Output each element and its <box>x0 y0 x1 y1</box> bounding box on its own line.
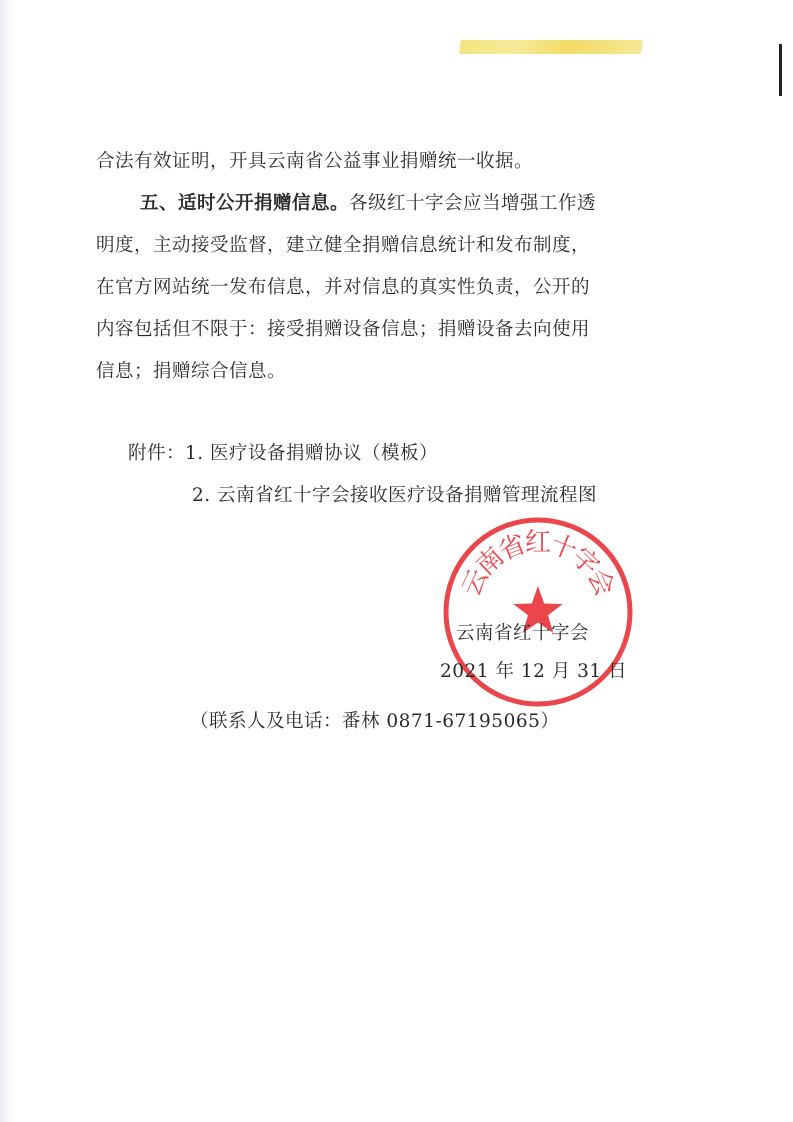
attachment-item-1: 1. 医疗设备捐赠协议（模板） <box>185 443 439 464</box>
seal-char: 会 <box>581 564 620 601</box>
seal-char: 字 <box>565 541 606 582</box>
section-five-first-line <box>140 192 596 216</box>
attachment-label: 附件： <box>128 443 186 464</box>
seal-char: 省 <box>494 529 531 567</box>
section-five-heading: 五、适时公开捐赠信息。 <box>140 193 350 214</box>
attachment-item-2: 2. 云南省红十字会接收医疗设备捐赠管理流程图 <box>192 485 598 506</box>
scan-edge <box>0 0 14 1122</box>
attachment-line-1 <box>128 442 438 466</box>
section-five-text: 各级红十字会应当增强工作透 <box>349 193 597 214</box>
seal-char: 云 <box>456 564 495 601</box>
seal-char: 红 <box>524 528 552 558</box>
tape-strip <box>459 40 643 54</box>
edge-mark <box>779 44 782 96</box>
contact-info: （联系人及电话：番林 0871-67195065） <box>190 711 560 732</box>
section-five-line-4: 内容包括但不限于：接受捐赠设备信息；捐赠设备去向使用 <box>96 319 591 340</box>
section-five-line-3: 在官方网站统一发布信息，并对信息的真实性负责，公开的 <box>96 277 591 298</box>
section-five-line-5: 信息；捐赠综合信息。 <box>96 361 287 382</box>
signature-organization: 云南省红十字会 <box>456 623 590 644</box>
signature-date: 2021 年 12 月 31 日 <box>440 661 628 682</box>
seal-char: 十 <box>545 529 582 567</box>
paragraph-continuation: 合法有效证明，开具云南省公益事业捐赠统一收据。 <box>96 151 534 172</box>
section-five-line-2: 明度，主动接受监督，建立健全捐赠信息统计和发布制度， <box>96 235 591 256</box>
seal-char: 南 <box>470 541 511 582</box>
